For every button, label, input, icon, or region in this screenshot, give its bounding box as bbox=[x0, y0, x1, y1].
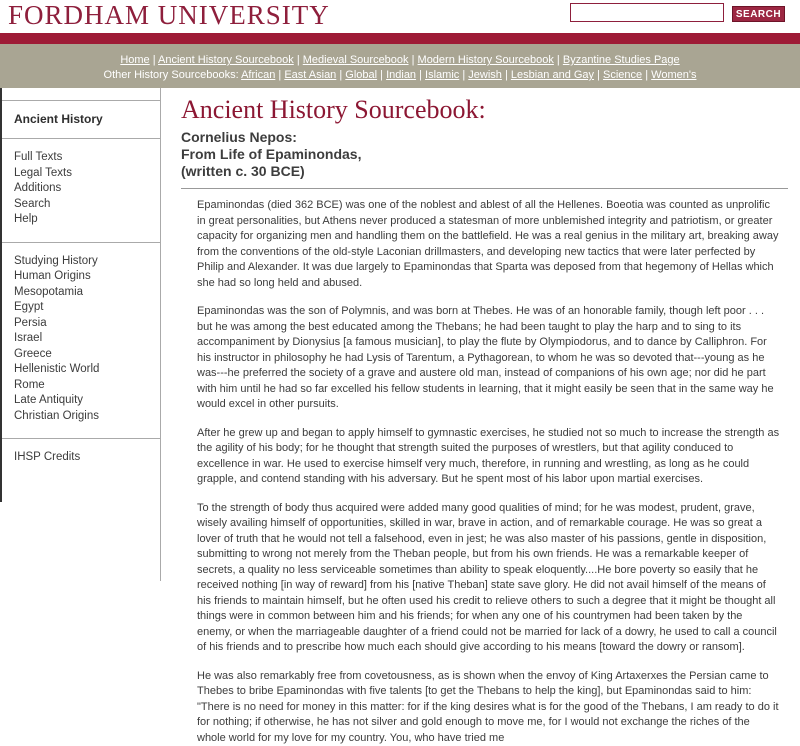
sidebar-link[interactable]: Egypt bbox=[14, 300, 156, 316]
sidebar-link[interactable]: Mesopotamia bbox=[14, 285, 156, 301]
nav-link[interactable]: Jewish bbox=[468, 69, 502, 81]
sidebar bbox=[2, 100, 160, 480]
nav-link[interactable]: Lesbian and Gay bbox=[511, 69, 594, 81]
sidebar-section-title bbox=[2, 100, 160, 138]
top-navigation bbox=[0, 44, 800, 88]
article-body bbox=[197, 198, 780, 746]
sidebar-link[interactable]: Additions bbox=[14, 181, 156, 197]
nav-item bbox=[158, 54, 303, 66]
nav-link[interactable]: African bbox=[241, 69, 275, 81]
nav-link[interactable]: Ancient History Sourcebook bbox=[158, 54, 294, 66]
nav-item bbox=[468, 69, 511, 81]
nav-link[interactable]: Byzantine Studies Page bbox=[563, 54, 680, 66]
nav-link[interactable]: Islamic bbox=[425, 69, 459, 81]
nav-link[interactable]: Indian bbox=[386, 69, 416, 81]
nav-primary-row bbox=[0, 53, 800, 68]
sidebar-section-tools bbox=[2, 138, 160, 242]
article-content bbox=[161, 88, 800, 746]
nav-item bbox=[511, 69, 603, 81]
nav-item bbox=[386, 69, 425, 81]
subtitle-line: Cornelius Nepos: bbox=[181, 129, 788, 146]
sidebar-link[interactable]: Studying History bbox=[14, 254, 156, 270]
sidebar-link[interactable]: Search bbox=[14, 197, 156, 213]
paragraph: After he grew up and began to apply himself to gymnastic exercises, he studied not so much to increase the strength as the agility of his body; for he thought that strength suited the purposes of wrestlers, but that agility conduced to excellence in war. He used to exercise himself very much, therefore, in running and wrestling, as long as he could grapple, and contend standing with his adversary. But he spent most of his labor upon martial exercises. bbox=[197, 426, 780, 488]
fordham-university-logo[interactable]: FORDHAM UNIVERSITY bbox=[8, 0, 330, 31]
search-input[interactable] bbox=[570, 3, 724, 22]
sidebar-link[interactable]: Late Antiquity bbox=[14, 393, 156, 409]
nav-item bbox=[425, 69, 468, 81]
nav-secondary-row bbox=[0, 68, 800, 83]
sidebar-link[interactable]: Rome bbox=[14, 378, 156, 394]
other-sourcebooks-label: Other History Sourcebooks: bbox=[104, 69, 239, 81]
nav-item bbox=[241, 69, 284, 81]
nav-item bbox=[120, 54, 158, 66]
nav-item bbox=[563, 54, 680, 66]
nav-link[interactable]: Modern History Sourcebook bbox=[418, 54, 554, 66]
sidebar-content-divider bbox=[160, 88, 161, 581]
nav-link[interactable]: Home bbox=[120, 54, 149, 66]
nav-link[interactable]: Science bbox=[603, 69, 642, 81]
nav-link[interactable]: East Asian bbox=[284, 69, 336, 81]
title-rule bbox=[181, 188, 788, 189]
article-subtitle bbox=[181, 129, 788, 180]
sidebar-link[interactable]: IHSP Credits bbox=[14, 450, 156, 466]
nav-link[interactable]: Women's bbox=[651, 69, 696, 81]
maroon-divider-bar bbox=[0, 33, 800, 44]
subtitle-line: (written c. 30 BCE) bbox=[181, 163, 788, 180]
paragraph: He was also remarkably free from covetousness, as is shown when the envoy of King Artaxerxes the Persian came to Thebes to bribe Epaminondas with five talents [to get the Thebans to help the king], but Epaminondas said to him: "There is no need for money in this matter: for if the king desires what is for the good of the Thebans, I am ready to do it for nothing; if otherwise, he has not silver and gold enough to move me, for I would not exchange the riches of the whole world for my love for my country. You, who have tried me bbox=[197, 669, 780, 746]
sidebar-link[interactable]: Christian Origins bbox=[14, 409, 156, 425]
sidebar-section-topics bbox=[2, 242, 160, 439]
nav-item bbox=[651, 69, 696, 81]
main-area bbox=[0, 88, 800, 588]
nav-link[interactable]: Medieval Sourcebook bbox=[303, 54, 409, 66]
nav-item bbox=[345, 69, 386, 81]
sidebar-title: Ancient History bbox=[14, 112, 103, 126]
sidebar-link[interactable]: Help bbox=[14, 212, 156, 228]
nav-item bbox=[603, 69, 651, 81]
sidebar-link[interactable]: Israel bbox=[14, 331, 156, 347]
sidebar-section-credits bbox=[2, 438, 160, 480]
sidebar-link[interactable]: Persia bbox=[14, 316, 156, 332]
nav-item bbox=[284, 69, 345, 81]
site-header bbox=[0, 0, 800, 33]
paragraph: Epaminondas was the son of Polymnis, and was born at Thebes. He was of an honorable family, though left poor . . . but he was among the best educated among the Thebans; he had been taught to play the harp and to sing to its accompaniment by Dionysius [a famous musician], to play the flute by Olympiodorus, and to dance by Calliphron. For his instructor in philosophy he had Lysis of Tarentum, a Pythagorean, to whom he was so devoted that---young as he was---he preferred the society of a grave and austere old man, instead of companions of his own age; nor did he part with him until he had so far excelled his fellow students in learning, that it might easily be seen that in the same way he would excel in other pursuits. bbox=[197, 304, 780, 413]
nav-item bbox=[418, 54, 563, 66]
search-button[interactable]: SEARCH bbox=[732, 6, 785, 22]
subtitle-line: From Life of Epaminondas, bbox=[181, 146, 788, 163]
nav-item bbox=[303, 54, 418, 66]
paragraph: Epaminondas (died 362 BCE) was one of the noblest and ablest of all the Hellenes. Boeotia was counted as unprolific in great personalities, but Athens never produced a statesman of more unblemished integrity and patriotism, or greater capacity for organizing men and handling them on the battlefield. He was a real genius in the military art, breaking away from the conventions of the old-style Laconian drillmasters, and developing new tactics that were later perfected by Philip and Alexander. It was due largely to Epaminondas that Sparta was deposed from that hegemony of Hellas which she had so long held and abused. bbox=[197, 198, 780, 291]
sidebar-link[interactable]: Hellenistic World bbox=[14, 362, 156, 378]
sidebar-link[interactable]: Human Origins bbox=[14, 269, 156, 285]
sidebar-link[interactable]: Legal Texts bbox=[14, 166, 156, 182]
nav-link[interactable]: Global bbox=[345, 69, 377, 81]
sidebar-link[interactable]: Greece bbox=[14, 347, 156, 363]
page-title: Ancient History Sourcebook: bbox=[181, 95, 788, 124]
sidebar-link[interactable]: Full Texts bbox=[14, 150, 156, 166]
paragraph: To the strength of body thus acquired were added many good qualities of mind; for he was modest, prudent, grave, wisely availing himself of opportunities, skilled in war, brave in action, and of remarkable courage. He was so great a lover of truth that he would not tell a falsehood, even in jest; he was also master of his passions, gentle in disposition, submitting to wrong not merely from the Theban people, but from his own friends. He was a remarkable keeper of secrets, a quality no less serviceable sometimes than ability to speak eloquently....He bore poverty so easily that he received nothing [in way of reward] from his [native Theban] state save glory. He did not avail himself of the means of his friends to maintain himself, but he often used his credit to relieve others to such a degree that it might be thought all things were in common between him and his friends; for when any one of his countrymen had been taken by the enemy, or when the marriageable daughter of a friend could not be married for lack of a dowry, he used to call a council of his friends and to prescribe how much each should give according to his means [toward the dowry or ransom]. bbox=[197, 501, 780, 656]
